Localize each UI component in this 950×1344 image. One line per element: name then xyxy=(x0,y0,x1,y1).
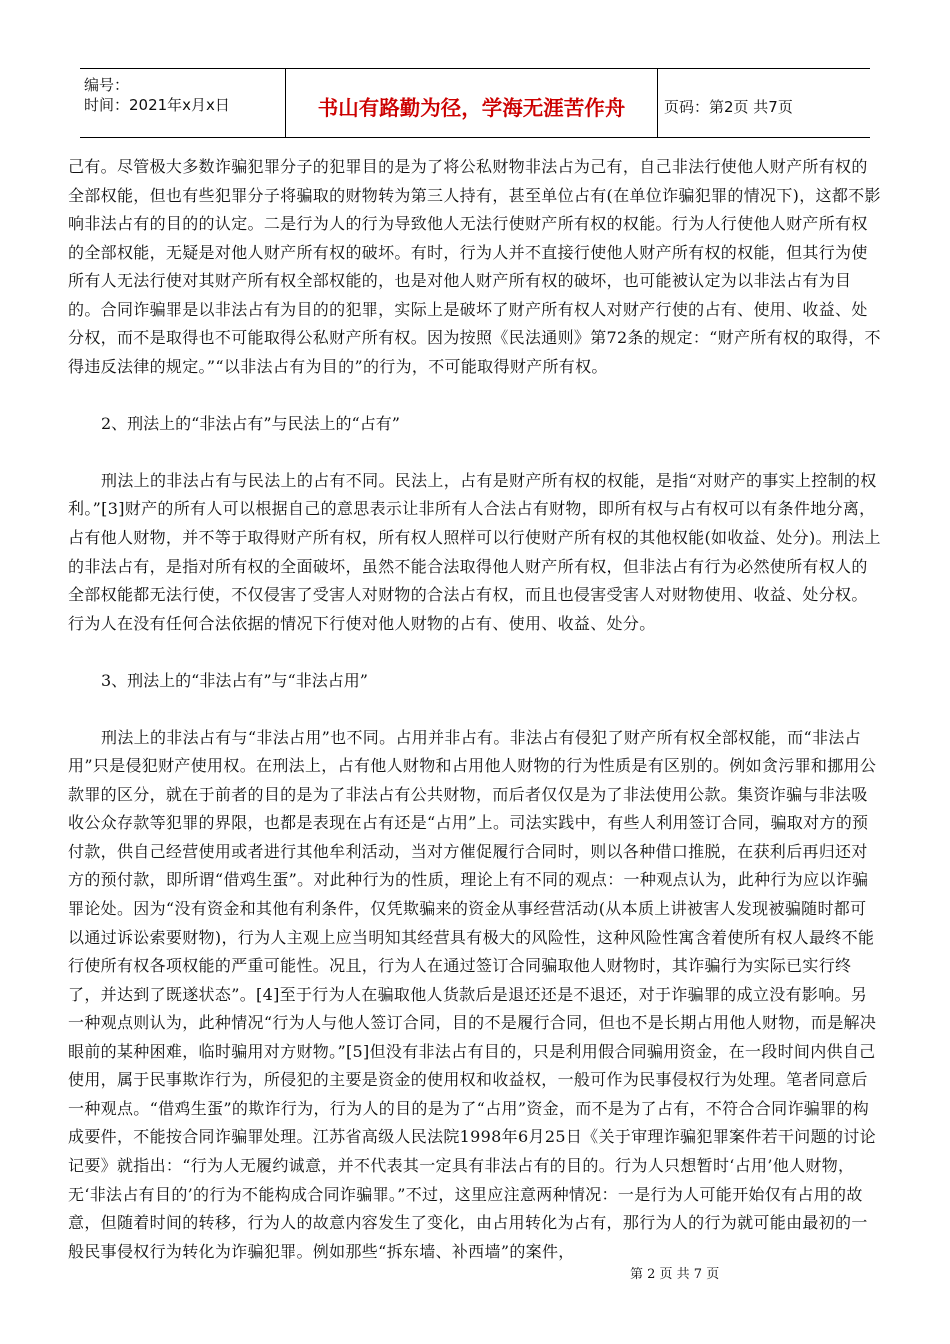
page-footer: 第 2 页 共 7 页 xyxy=(630,1267,720,1282)
header-page-info: 页码：第2页 共7页 xyxy=(664,97,793,116)
header-meta xyxy=(80,69,285,137)
section-heading: 2、刑法上的“非法占有”与民法上的“占有” xyxy=(101,413,400,433)
document-body xyxy=(68,153,882,1266)
section-heading: 3、刑法上的“非法占有”与“非法占用” xyxy=(101,670,368,690)
body-paragraph: 刑法上的非法占有与民法上的占有不同。民法上，占有是财产所有权的权能，是指“对财产的事实上控制的权利。”[3]财产的所有人可以根据自己的意思表示让非所有人合法占有财物，即所有权与占有权可以有条件地分离，占有他人财物，并不等于取得财产所有权，所有权人照样可以行使财产所有权的其他权能(如收益、处分)。刑法上的非法占有，是指对所有权的全面破坏，虽然不能合法取得他人财产所有权，但非法占有行为必然使所有权人的全部权能都无法行使，不仅侵害了受害人对财物的合法占有权，而且也侵害受害人对财物使用、收益、处分权。行为人在没有任何合法依据的情况下行使对他人财物的占有、使用、收益、处分。 xyxy=(68,470,881,633)
header-motto: 书山有路勤为径，学海无涯苦作舟 xyxy=(285,69,658,137)
body-paragraph: 己有。尽管极大多数诈骗犯罪分子的犯罪目的是为了将公私财物非法占为己有，自己非法行使他人财产所有权的全部权能，但也有些犯罪分子将骗取的财物转为第三人持有，甚至单位占有(在单位诈骗犯罪的情况下)，这都不影响非法占有的目的的认定。二是行为人的行为导致他人无法行使财产所有权的权能。行为人行使他人财产所有权的全部权能，无疑是对他人财产所有权的破坏。有时，行为人并不直接行使他人财产所有权的权能，但其行为使所有人无法行使对其财产所有权全部权能的，也是对他人财产所有权的破坏，也可能被认定为以非法占有为目的。合同诈骗罪是以非法占有为目的的犯罪，实际上是破坏了财产所有权人对财产行使的占有、使用、收益、处分权，而不是取得也不可能取得公私财产所有权。因为按照《民法通则》第72条的规定：“财产所有权的取得，不得违反法律的规定。”“以非法占有为目的”的行为，不可能取得财产所有权。 xyxy=(68,157,881,376)
body-paragraph: 刑法上的非法占有与“非法占用”也不同。占用并非占有。非法占有侵犯了财产所有权全部权能，而“非法占用”只是侵犯财产使用权。在刑法上，占有他人财物和占用他人财物的行为性质是有区别的。例如贪污罪和挪用公款罪的区分，就在于前者的目的是为了非法占有公共财物，而后者仅仅是为了非法使用公款。集资诈骗与非法吸收公众存款等犯罪的界限，也都是表现在占有还是“占用”上。司法实践中，有些人利用签订合同，骗取对方的预付款，供自己经营使用或者进行其他牟利活动，当对方催促履行合同时，则以各种借口推脱，在获利后再归还对方的预付款，即所谓“借鸡生蛋”。对此种行为的性质，理论上有不同的观点：一种观点认为，此种行为应以诈骗罪论处。因为“没有资金和其他有利条件，仅凭欺骗来的资金从事经营活动(从本质上讲被害人发现被骗随时都可以通过诉讼索要财物)，行为人主观上应当明知其经营具有极大的风险性，这种风险性寓含着使所有权人最终不能行使所有权各项权能的严重可能性。况且，行为人在通过签订合同骗取他人财物时，其诈骗行为实际已实行终了，并达到了既遂状态”。[4]至于行为人在骗取他人货款后是退还还是不退还，对于诈骗罪的成立没有影响。另一种观点则认为，此种情况“行为人与他人签订合同，目的不是履行合同，但也不是长期占用他人财物，而是解决眼前的某种困难，临时骗用对方财物。”[5]但没有非法占有目的，只是利用假合同骗用资金，在一段时间内供自己使用，属于民事欺诈行为，所侵犯的主要是资金的使用权和收益权，一般可作为民事侵权行为处理。笔者同意后一种观点。“借鸡生蛋”的欺诈行为，行为人的目的是为了“占用”资金，而不是为了占有，不符合合同诈骗罪的构成要件，不能按合同诈骗罪处理。江苏省高级人民法院1998年6月25日《关于审理诈骗犯罪案件若干问题的讨论记要》就指出：“行为人无履约诚意，并不代表其一定具有非法占有的目的。行为人只想暂时‘占用’他人财物，无‘非法占有目的’的行为不能构成合同诈骗罪。”不过，这里应注意两种情况：一是行为人可能开始仅有占用的故意，但随着时间的转移，行为人的故意内容发生了变化，由占用转化为占有，那行为人的行为就可能由最初的一般民事侵权行为转化为诈骗犯罪。例如那些“拆东墙、补西墙”的案件， xyxy=(68,727,877,1261)
document-number-label: 编号： xyxy=(84,76,130,94)
document-time-label: 时间：2021年x月x日 xyxy=(84,96,230,114)
page-header xyxy=(80,68,870,138)
